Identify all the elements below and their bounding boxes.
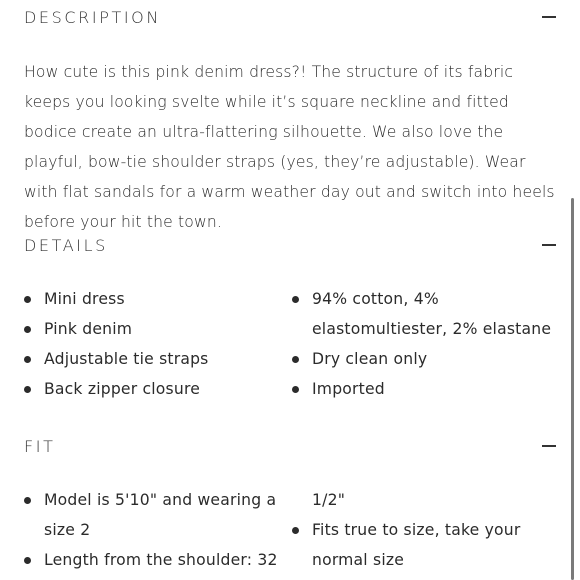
bullet-icon <box>24 386 31 393</box>
bullet-icon <box>24 557 31 564</box>
list-item-continuation: 1/2" <box>312 491 346 509</box>
bullet-icon <box>292 386 299 393</box>
list-item: Dry clean only <box>292 344 562 374</box>
list-item: Fits true to size, take your normal size <box>292 515 562 575</box>
fit-list-left <box>24 485 286 575</box>
minus-icon[interactable] <box>542 238 556 252</box>
fit-title: FIT <box>24 436 56 456</box>
list-item: Imported <box>292 374 562 404</box>
bullet-icon <box>292 527 299 534</box>
description-title: DESCRIPTION <box>24 7 161 27</box>
fit-header[interactable] <box>24 432 556 460</box>
details-header[interactable] <box>24 231 556 259</box>
details-list-right <box>292 284 562 404</box>
description-header[interactable] <box>24 3 556 31</box>
minus-icon[interactable] <box>542 439 556 453</box>
description-text: How cute is this pink denim dress?! The structure of its fabric keeps you looking svelte while it’s square neckline and fitted bodice create an ultra-flattering silhouette. We also love the playful, bow-tie shoulder straps (yes, they’re adjustable). Wear with flat sandals for a warm weather day out and switch into heels before your hit the town. <box>24 63 555 231</box>
bullet-icon <box>292 356 299 363</box>
minus-icon[interactable] <box>542 10 556 24</box>
list-item: Pink denim <box>24 314 279 344</box>
list-item: Back zipper closure <box>24 374 279 404</box>
scrollbar[interactable] <box>571 198 574 580</box>
bullet-icon <box>24 497 31 504</box>
list-item: Mini dress <box>24 284 279 314</box>
list-item: 94% cotton, 4% elastomultiester, 2% elastane <box>292 284 562 344</box>
fit-list-right <box>292 485 562 575</box>
details-list-left <box>24 284 279 404</box>
bullet-icon <box>24 356 31 363</box>
list-item: Length from the shoulder: 32 <box>24 545 286 575</box>
bullet-icon <box>24 326 31 333</box>
details-title: DETAILS <box>24 235 108 255</box>
bullet-icon <box>24 296 31 303</box>
list-item: Adjustable tie straps <box>24 344 279 374</box>
list-item: Model is 5'10" and wearing a size 2 <box>24 485 286 545</box>
bullet-icon <box>292 296 299 303</box>
